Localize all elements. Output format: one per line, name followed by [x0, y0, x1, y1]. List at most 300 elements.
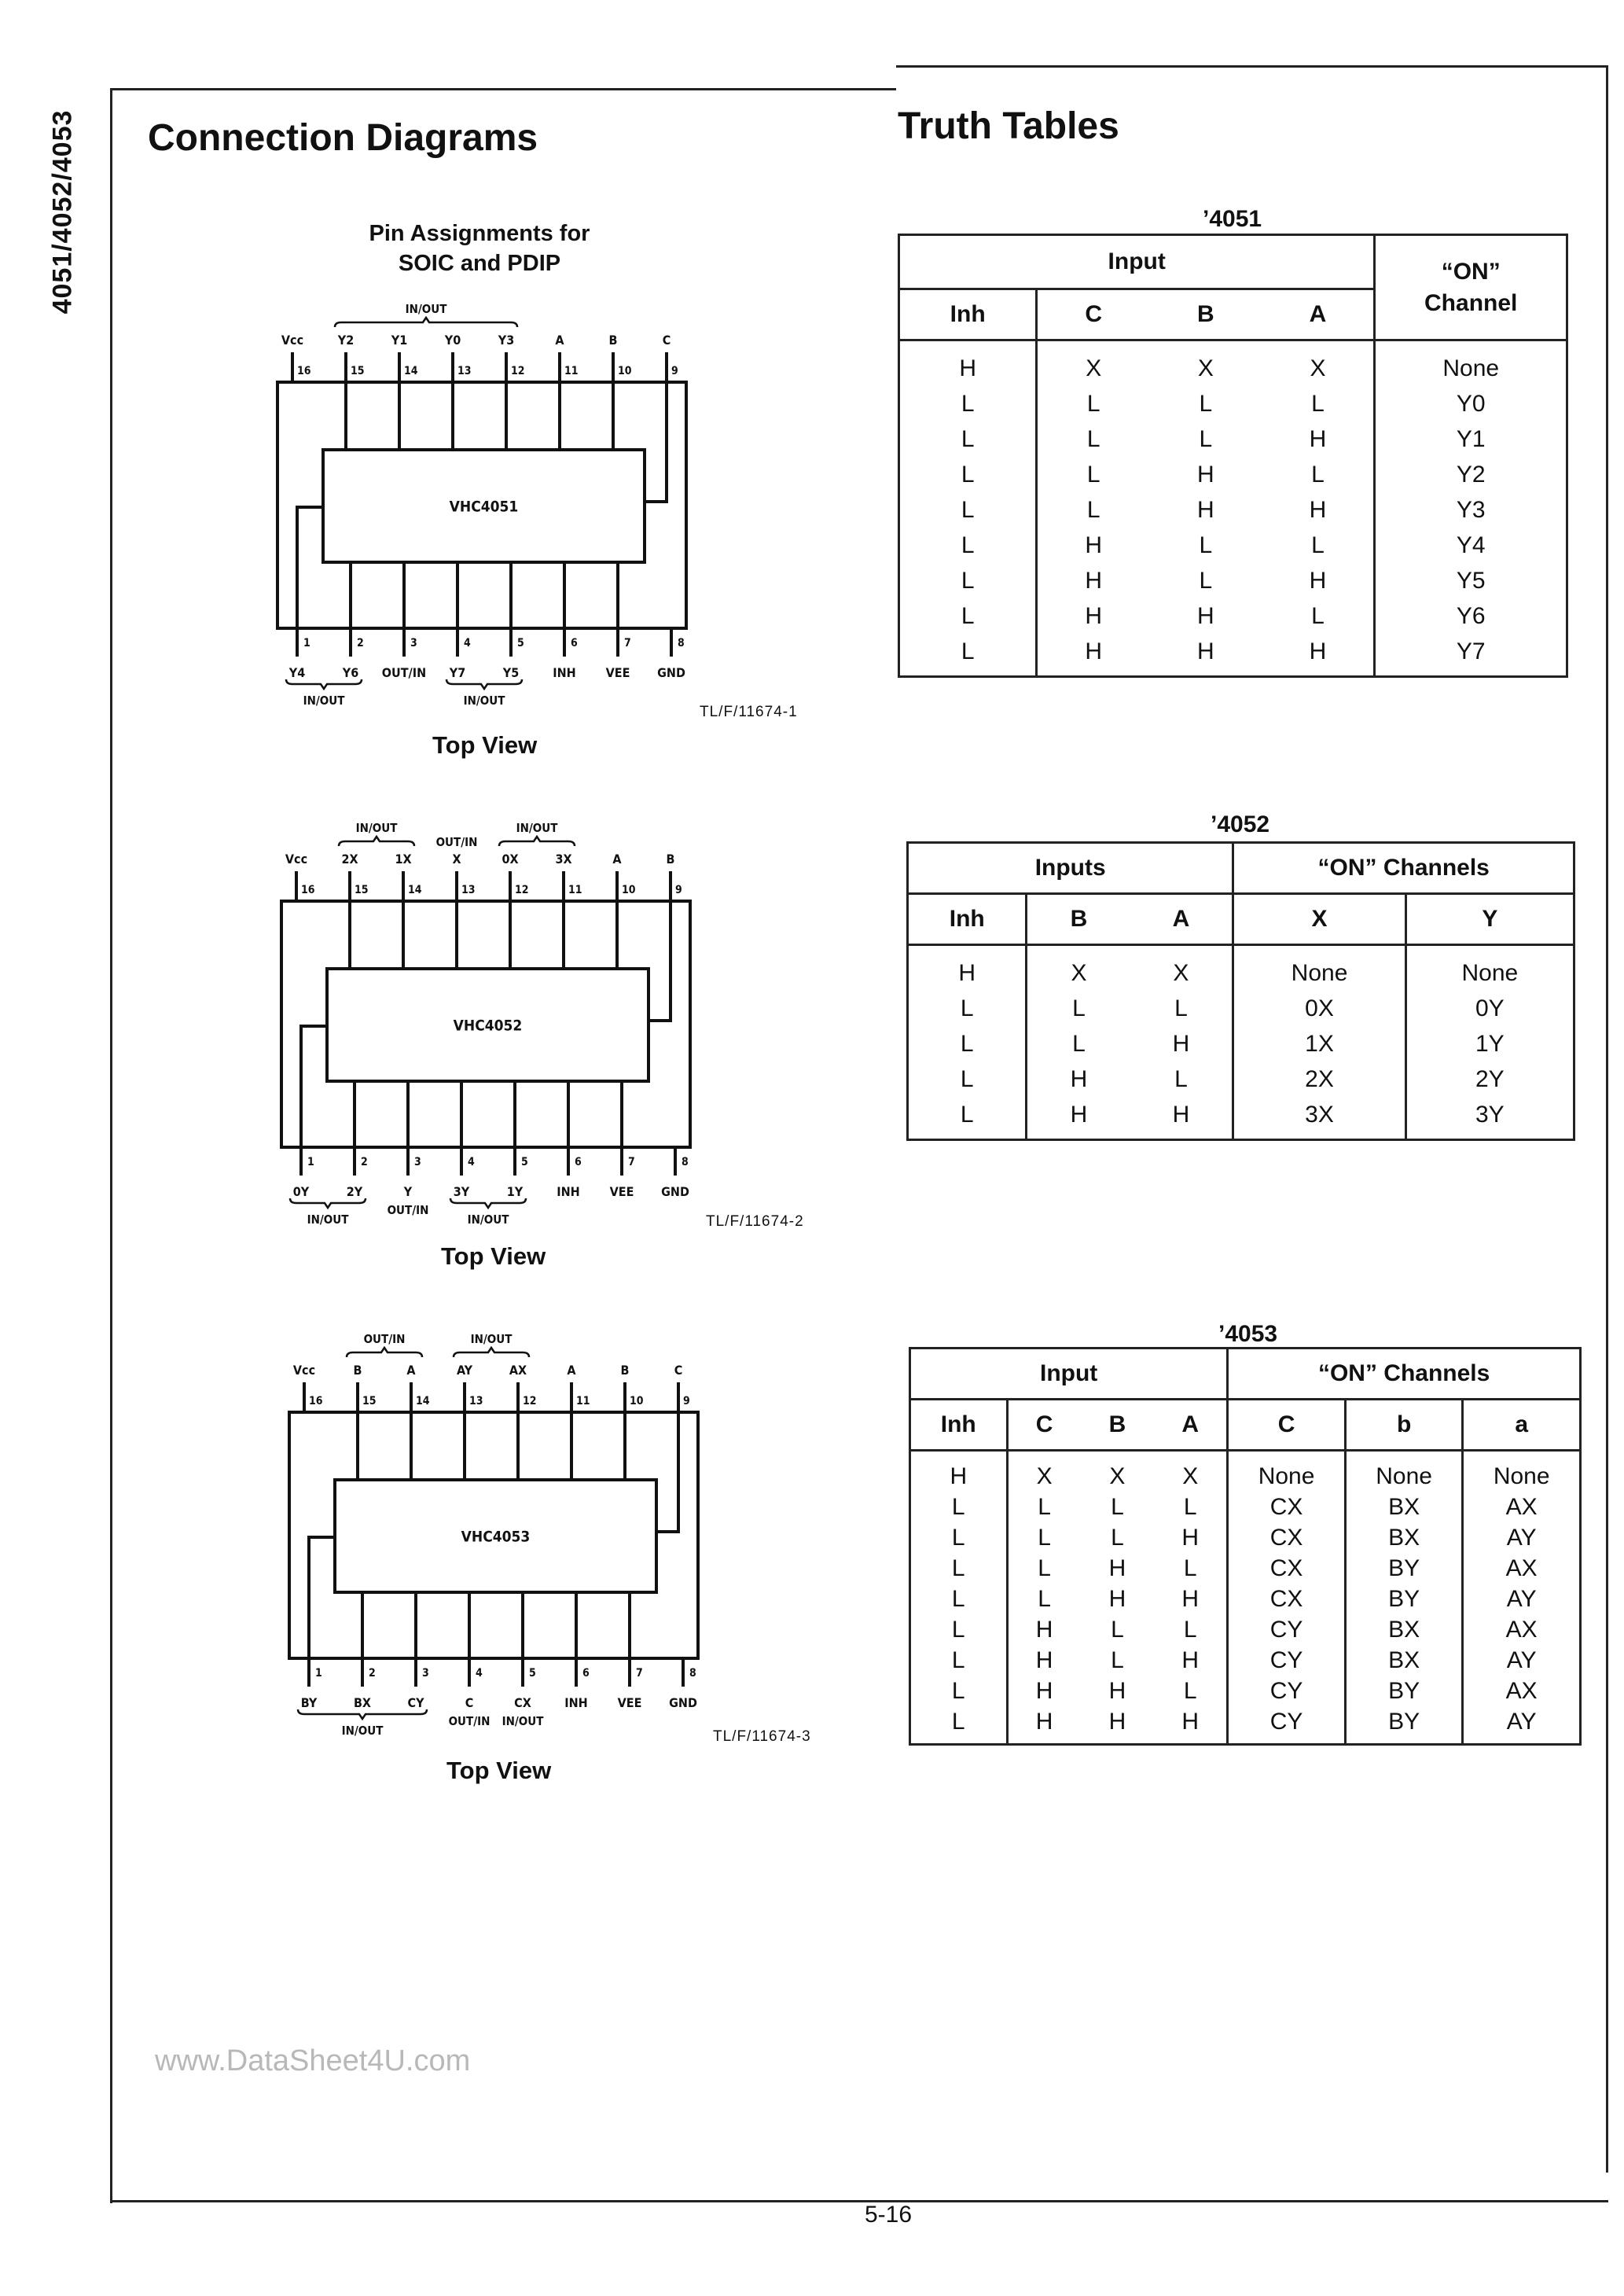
table-cell: None [1463, 1451, 1581, 1492]
pin-number: 9 [671, 365, 678, 377]
table-cell: H [1007, 1645, 1081, 1676]
pin-number: 6 [582, 1667, 590, 1680]
pin-number: 7 [636, 1667, 643, 1680]
pin-label: 0X [502, 852, 519, 867]
pin-number: 2 [369, 1667, 376, 1680]
table-cell: H [1181, 1708, 1200, 1735]
table-cell: CY [1228, 1614, 1346, 1645]
table-cell: H [1027, 1062, 1130, 1097]
table-cell: L [1037, 492, 1149, 528]
pin-label: Y4 [288, 665, 306, 680]
pin-number: 5 [517, 637, 524, 649]
table-title-4051: ’4051 [1203, 206, 1262, 232]
table-row [908, 1097, 1574, 1140]
table-cell: L [951, 1493, 965, 1520]
pin-label: 2Y [346, 1184, 363, 1199]
table-cell: None [1405, 945, 1574, 992]
pin-label: 1Y [506, 1184, 524, 1199]
table-cell: L [961, 532, 975, 558]
table-row [899, 598, 1567, 634]
table-cell: H [1037, 528, 1149, 563]
table-cell: X [1037, 340, 1149, 387]
pin-group-label: IN/OUT [467, 1212, 509, 1227]
group-brace [450, 1198, 526, 1208]
pin-number: 13 [469, 1395, 483, 1407]
table-cell: CX [1228, 1553, 1346, 1584]
table-cell: H [1108, 1708, 1126, 1735]
col-header: b [1345, 1400, 1463, 1451]
table-cell: L [1199, 390, 1213, 417]
table-cell: H [1181, 1524, 1200, 1551]
pin-label: 3Y [453, 1184, 470, 1199]
table-cell: L [961, 638, 975, 664]
figure-ref: TL/F/11674-2 [706, 1213, 804, 1230]
pin-number: 13 [457, 365, 472, 377]
table-cell: H [1309, 567, 1327, 594]
table-cell: L [1027, 991, 1130, 1026]
subtitle-line: Pin Assignments for [369, 221, 590, 246]
table-cell: Y0 [1375, 386, 1567, 421]
pin-number: 2 [361, 1156, 368, 1168]
table-cell: H [958, 959, 976, 986]
table-cell: BX [1345, 1492, 1463, 1522]
pin-number: 11 [568, 884, 582, 896]
table-cell: CY [1228, 1706, 1346, 1745]
table-cell: L [951, 1708, 965, 1735]
pin-number: 4 [464, 637, 471, 649]
pin-number: 12 [511, 365, 525, 377]
frame-line [110, 88, 896, 90]
pin-group-label: IN/OUT [502, 1714, 544, 1728]
col-header: Inh [910, 1400, 1008, 1451]
table-cell: L [1111, 1524, 1124, 1551]
table-cell: H [959, 355, 976, 381]
table-cell: L [1199, 567, 1213, 594]
pin-label: INH [564, 1695, 588, 1710]
pin-group-label: OUT/IN [387, 1203, 429, 1217]
pin-label: INH [553, 665, 576, 680]
table-cell: L [951, 1677, 965, 1704]
table-cell: Y5 [1375, 563, 1567, 598]
table-cell: L [1027, 1026, 1130, 1062]
pin-label: C [674, 1363, 683, 1378]
side-part-label: 4051/4052/4053 [47, 109, 78, 315]
table-cell: L [1007, 1522, 1081, 1553]
pin-label: 0Y [292, 1184, 310, 1199]
table-row [910, 1614, 1581, 1645]
truth-tables-heading: Truth Tables [898, 105, 1119, 147]
group-brace [446, 679, 522, 689]
pin-label: A [567, 1363, 576, 1378]
table-title-4053: ’4053 [1218, 1321, 1278, 1347]
page-number: 5-16 [865, 2202, 913, 2228]
table-cell: L [1311, 461, 1325, 488]
pin-label: C [465, 1695, 474, 1710]
watermark-link[interactable]: www.DataSheet4U.com [155, 2044, 471, 2077]
frame-line [110, 2200, 1608, 2202]
table-cell: AY [1463, 1584, 1581, 1614]
table-cell: L [1183, 1677, 1197, 1704]
table-cell: BX [1345, 1614, 1463, 1645]
table-cell: H [1181, 1647, 1200, 1673]
pin-label: B [666, 852, 675, 867]
pin-label: 3X [555, 852, 572, 867]
pin-number: 7 [624, 637, 631, 649]
pin-number: 12 [523, 1395, 537, 1407]
col-header: Inh [908, 894, 1027, 945]
table-cell: H [1007, 1706, 1081, 1745]
table-cell: L [1007, 1584, 1081, 1614]
table-cell: L [951, 1647, 965, 1673]
table-cell: L [1199, 532, 1213, 558]
pin-label: Vcc [285, 852, 308, 867]
frame-line [110, 88, 112, 2203]
table-row [899, 528, 1567, 563]
pin-label: Y1 [391, 333, 408, 348]
col-header: A [1130, 894, 1233, 945]
pin-assignments-subtitle [322, 219, 637, 278]
pin-number: 5 [529, 1667, 536, 1680]
table-row [910, 1706, 1581, 1745]
pinout-diagram-4052 [279, 804, 719, 1244]
pin-group-label: IN/OUT [470, 1332, 513, 1346]
table-cell: None [1228, 1451, 1346, 1492]
header-input: Input [910, 1349, 1228, 1400]
chip-name: VHC4052 [453, 1017, 523, 1035]
pin-label: Y [403, 1184, 413, 1199]
pin-label: VEE [617, 1695, 642, 1710]
pin-label: A [406, 1363, 416, 1378]
pin-label: 2X [341, 852, 358, 867]
col-header: a [1463, 1400, 1581, 1451]
table-cell: L [1111, 1647, 1124, 1673]
pin-group-label: OUT/IN [435, 835, 478, 849]
pin-number: 9 [683, 1395, 690, 1407]
pin-number: 11 [576, 1395, 590, 1407]
table-cell: L [961, 602, 975, 629]
table-cell: X [1007, 1451, 1081, 1492]
table-cell: Y2 [1375, 457, 1567, 492]
pin-1 [297, 507, 323, 657]
top-view-caption: Top View [441, 1242, 546, 1270]
pin-label: GND [661, 1184, 689, 1199]
table-cell: AY [1463, 1522, 1581, 1553]
pin-group-label: IN/OUT [303, 694, 345, 708]
truth-table-4053 [909, 1347, 1582, 1746]
table-cell: BY [1345, 1706, 1463, 1745]
pin-group-label: OUT/IN [448, 1714, 491, 1728]
pin-number: 4 [476, 1667, 483, 1680]
table-cell: L [1174, 995, 1188, 1021]
pin-label: OUT/IN [381, 665, 427, 680]
figure-ref: TL/F/11674-1 [700, 704, 798, 720]
pin-label: Vcc [281, 333, 304, 348]
truth-table-4052 [906, 841, 1575, 1141]
pin-label: AY [456, 1363, 473, 1378]
table-cell: CX [1228, 1522, 1346, 1553]
table-row [899, 634, 1567, 677]
frame-line [896, 65, 1607, 68]
pin-label: Y5 [502, 665, 520, 680]
table-cell: L [960, 995, 974, 1021]
table-cell: BY [1345, 1553, 1463, 1584]
table-cell: L [1183, 1493, 1197, 1520]
pin-number: 16 [309, 1395, 323, 1407]
pin-label: Y7 [449, 665, 466, 680]
table-cell: L [961, 496, 975, 523]
table-cell: CX [1228, 1492, 1346, 1522]
table-cell: X [1109, 1463, 1126, 1489]
table-cell: CY [1228, 1645, 1346, 1676]
col-header: C [1228, 1400, 1346, 1451]
pin-number: 14 [404, 365, 418, 377]
pin-number: 9 [675, 884, 682, 896]
table-row [899, 492, 1567, 528]
table-cell: 1X [1233, 1026, 1405, 1062]
table-cell: X [1182, 1463, 1199, 1489]
pin-label: B [353, 1363, 362, 1378]
col-header: Inh [899, 289, 1037, 340]
chip-name: VHC4053 [461, 1528, 531, 1546]
table-cell: H [1172, 1030, 1190, 1057]
table-cell: 2Y [1405, 1062, 1574, 1097]
table-cell: L [1111, 1493, 1124, 1520]
pin-number: 3 [410, 637, 417, 649]
col-header: C [1037, 289, 1149, 340]
header-on-channel: “ON” Channel [1375, 235, 1567, 340]
table-cell: L [1007, 1553, 1081, 1584]
pinout-diagram-4051 [275, 285, 715, 725]
pin-9 [656, 1382, 678, 1532]
col-header: B [1149, 289, 1262, 340]
table-row [899, 457, 1567, 492]
pin-label: CY [407, 1695, 424, 1710]
table-cell: CY [1228, 1676, 1346, 1706]
table-cell: H [1172, 1101, 1190, 1128]
pin-label: Y2 [337, 333, 355, 348]
table-cell: 3X [1233, 1097, 1405, 1140]
pin-number: 6 [575, 1156, 582, 1168]
pin-number: 16 [297, 365, 311, 377]
pin-label: AX [509, 1363, 527, 1378]
table-row [908, 1062, 1574, 1097]
table-cell: L [961, 425, 975, 452]
table-row [899, 421, 1567, 457]
pin-label: X [452, 852, 461, 867]
table-cell: L [951, 1585, 965, 1612]
frame-line [1606, 65, 1608, 2173]
header-on-channels: “ON” Channels [1228, 1349, 1581, 1400]
pin-label: INH [557, 1184, 580, 1199]
pin-group-label: IN/OUT [341, 1724, 384, 1738]
pin-group-label: IN/OUT [307, 1212, 349, 1227]
group-brace [347, 1348, 422, 1357]
table-cell: BY [1345, 1676, 1463, 1706]
pin-label: Y6 [342, 665, 359, 680]
pin-label: B [608, 333, 618, 348]
table-cell: H [1309, 496, 1327, 523]
table-cell: X [1197, 355, 1214, 381]
table-cell: Y6 [1375, 598, 1567, 634]
pin-number: 3 [414, 1156, 421, 1168]
table-cell: H [1309, 425, 1327, 452]
table-cell: L [961, 390, 975, 417]
table-row [908, 1026, 1574, 1062]
pin-1 [309, 1537, 335, 1687]
pin-label: A [612, 852, 622, 867]
pin-group-label: IN/OUT [405, 302, 447, 316]
table-row [899, 340, 1567, 387]
table-row [910, 1584, 1581, 1614]
pin-number: 14 [408, 884, 422, 896]
pin-number: 10 [630, 1395, 644, 1407]
table-cell: BY [1345, 1584, 1463, 1614]
table-cell: CX [1228, 1584, 1346, 1614]
table-cell: L [1037, 386, 1149, 421]
pin-number: 11 [564, 365, 579, 377]
pinout-diagram-4053 [287, 1315, 727, 1755]
col-header: B [1081, 1400, 1155, 1451]
table-cell: AY [1463, 1645, 1581, 1676]
pin-number: 1 [303, 637, 310, 649]
pinout-svg [287, 1315, 727, 1755]
pin-number: 7 [628, 1156, 635, 1168]
table-cell: H [950, 1463, 968, 1489]
table-cell: L [951, 1616, 965, 1643]
table-cell: L [1037, 421, 1149, 457]
table-cell: 2X [1233, 1062, 1405, 1097]
table-cell: L [1311, 390, 1325, 417]
pin-number: 13 [461, 884, 476, 896]
col-header: Y [1405, 894, 1574, 945]
table-cell: H [1108, 1677, 1126, 1704]
table-cell: X [1027, 945, 1130, 992]
pin-number: 16 [301, 884, 315, 896]
pin-label: C [662, 333, 671, 348]
pin-number: 14 [416, 1395, 430, 1407]
pin-number: 10 [622, 884, 636, 896]
top-view-caption: Top View [446, 1757, 552, 1784]
table-cell: L [1199, 425, 1213, 452]
table-cell: H [1027, 1097, 1130, 1140]
pin-label: VEE [605, 665, 630, 680]
table-cell: None [1375, 340, 1567, 387]
table-cell: H [1037, 598, 1149, 634]
pin-1 [301, 1026, 327, 1176]
pin-group-label: IN/OUT [355, 821, 398, 835]
pin-number: 12 [515, 884, 529, 896]
pin-group-label: IN/OUT [463, 694, 505, 708]
table-cell: H [1007, 1614, 1081, 1645]
table-row [908, 991, 1574, 1026]
group-brace [454, 1348, 529, 1357]
subtitle-line: SOIC and PDIP [398, 251, 561, 276]
table-cell: Y1 [1375, 421, 1567, 457]
table-cell: Y4 [1375, 528, 1567, 563]
pin-label: Y3 [498, 333, 515, 348]
pinout-svg [279, 804, 719, 1244]
table-cell: Y3 [1375, 492, 1567, 528]
table-cell: AX [1463, 1492, 1581, 1522]
chip-name: VHC4051 [449, 498, 519, 516]
group-brace [298, 1709, 427, 1719]
pin-label: BY [300, 1695, 318, 1710]
pin-label: B [620, 1363, 630, 1378]
header-input: Input [899, 235, 1375, 289]
table-cell: H [1037, 563, 1149, 598]
truth-table-4051 [898, 234, 1568, 678]
table-cell: 0Y [1405, 991, 1574, 1026]
pin-group-label: IN/OUT [516, 821, 558, 835]
group-brace [335, 318, 517, 327]
table-cell: L [951, 1524, 965, 1551]
pin-label: Y0 [444, 333, 461, 348]
pin-number: 6 [571, 637, 578, 649]
table-row [910, 1645, 1581, 1676]
table-row [910, 1676, 1581, 1706]
table-cell: L [960, 1030, 974, 1057]
pin-number: 3 [422, 1667, 429, 1680]
pin-9 [645, 352, 667, 502]
pin-number: 8 [678, 637, 685, 649]
table-cell: L [1183, 1616, 1197, 1643]
table-cell: H [1197, 602, 1214, 629]
pin-number: 8 [689, 1667, 696, 1680]
table-cell: BX [1345, 1645, 1463, 1676]
table-cell: L [1311, 532, 1325, 558]
header-on-channels: “ON” Channels [1233, 843, 1574, 894]
table-cell: 0X [1233, 991, 1405, 1026]
pin-number: 15 [351, 365, 365, 377]
pin-9 [648, 871, 671, 1021]
table-row [910, 1522, 1581, 1553]
table-row [899, 386, 1567, 421]
pin-number: 2 [357, 637, 364, 649]
table-cell: X [1173, 959, 1189, 986]
table-cell: L [1174, 1065, 1188, 1092]
table-row [908, 945, 1574, 992]
table-cell: L [1183, 1555, 1197, 1581]
table-row [910, 1492, 1581, 1522]
col-header: X [1233, 894, 1405, 945]
table-cell: None [1345, 1451, 1463, 1492]
pin-label: Vcc [292, 1363, 316, 1378]
pin-label: VEE [609, 1184, 634, 1199]
pin-label: GND [669, 1695, 697, 1710]
header-inputs: Inputs [908, 843, 1233, 894]
table-cell: L [1111, 1616, 1124, 1643]
pin-number: 15 [362, 1395, 377, 1407]
table-cell: 3Y [1405, 1097, 1574, 1140]
table-cell: L [960, 1065, 974, 1092]
table-row [910, 1553, 1581, 1584]
table-cell: H [1181, 1585, 1200, 1612]
table-cell: AX [1463, 1553, 1581, 1584]
table-cell: None [1233, 945, 1405, 992]
pin-label: A [555, 333, 564, 348]
group-brace [290, 1198, 366, 1208]
pin-label: 1X [395, 852, 412, 867]
pin-number: 1 [307, 1156, 314, 1168]
table-cell: H [1197, 461, 1214, 488]
table-cell: L [951, 1555, 965, 1581]
pin-number: 4 [468, 1156, 475, 1168]
table-cell: L [961, 461, 975, 488]
pin-label: CX [514, 1695, 531, 1710]
top-view-caption: Top View [432, 731, 538, 759]
col-header: C [1007, 1400, 1081, 1451]
table-title-4052: ’4052 [1211, 811, 1270, 837]
